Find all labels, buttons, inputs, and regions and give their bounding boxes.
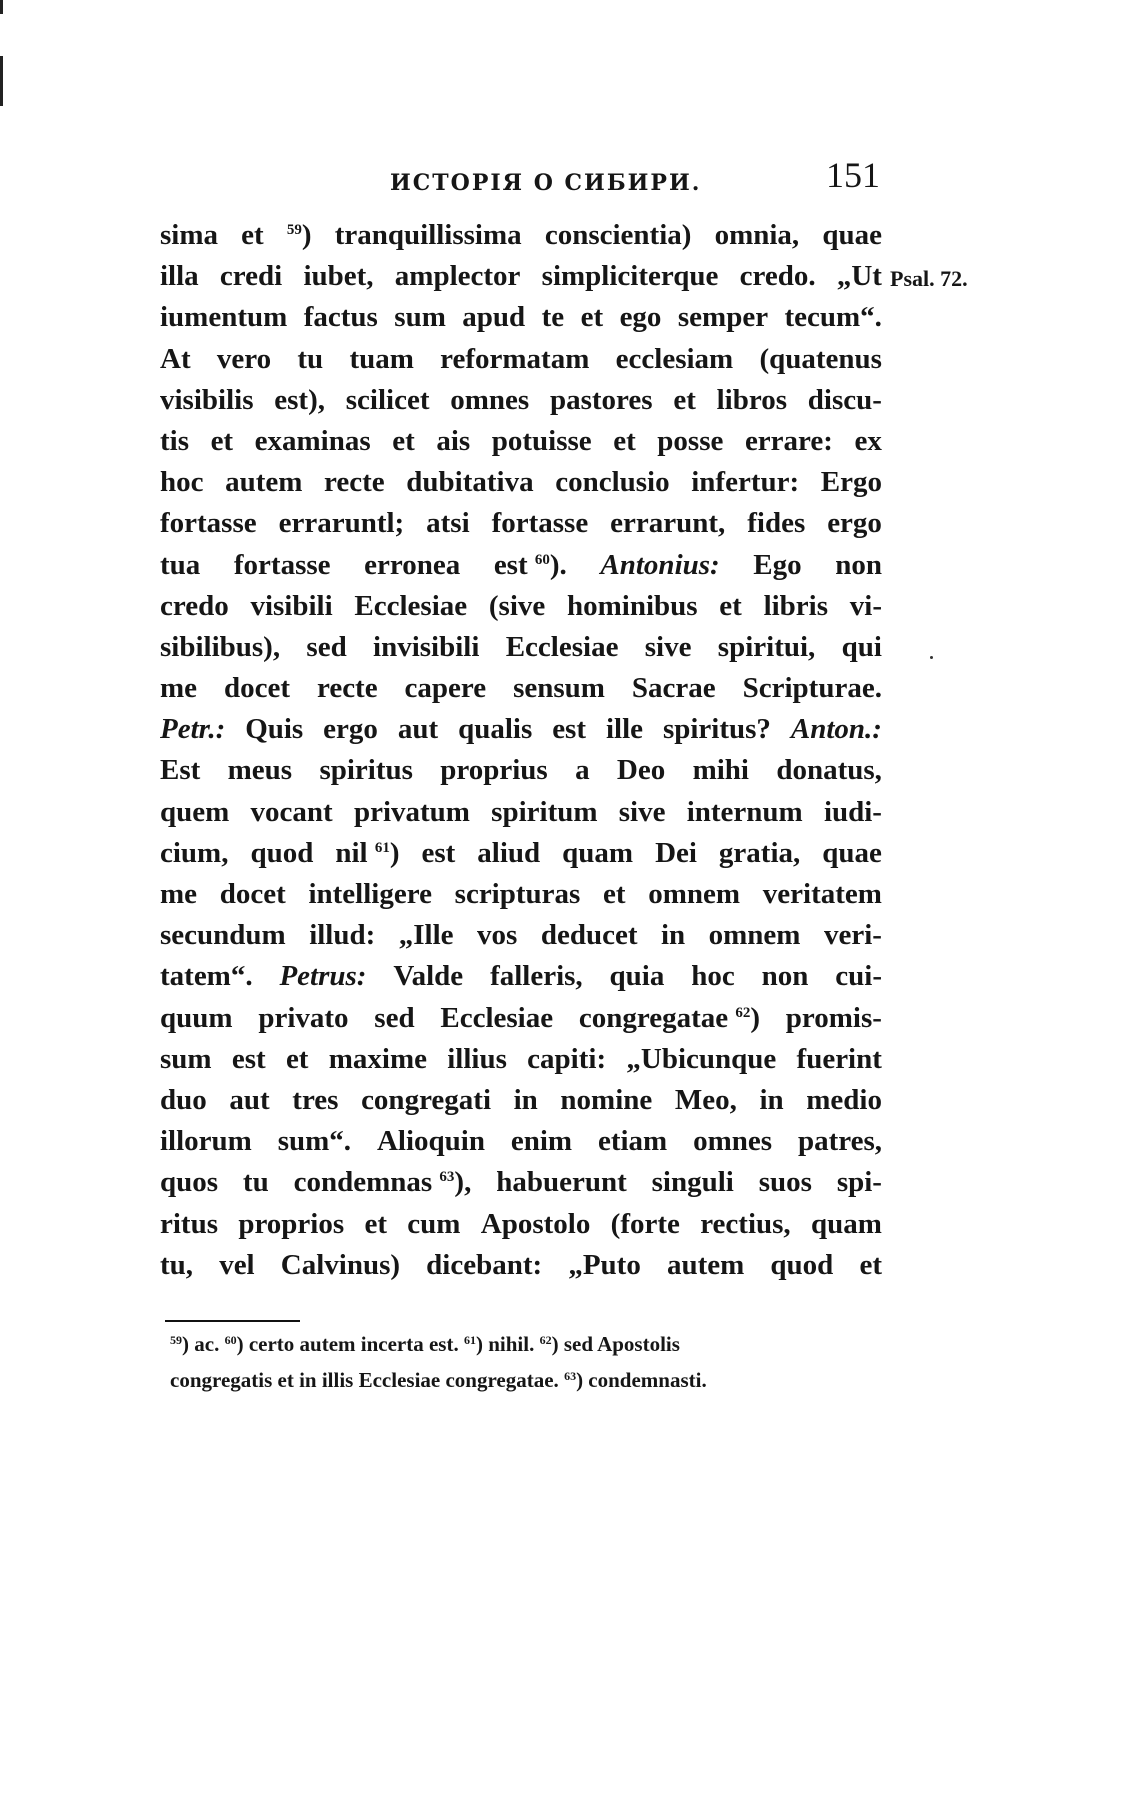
- page-header: [160, 150, 880, 196]
- footnote-line: $^{59}$) ac. $^{60}$) certo autem incerta est. $^{61}$) nihil. $^{62}$) sed Apostolis: [170, 1332, 680, 1356]
- text-line: tis et examinas et ais potuisse et posse errare: ex: [160, 424, 882, 457]
- text-line: fortasse erraruntl; atsi fortasse errarunt, fides ergo: [160, 507, 882, 540]
- text-line: credo visibili Ecclesiae (sive hominibus et libris vi-: [160, 589, 882, 622]
- text-line: sum est et maxime illius capiti: „Ubicunque fuerint: [160, 1042, 882, 1075]
- text-line: At vero tu tuam reformatam ecclesiam (quatenus: [160, 342, 882, 375]
- text-line: me docet recte capere sensum Sacrae Scripturae.: [160, 672, 882, 705]
- text-line: sima et $^{59}$) tranquillissima conscientia) omnia, quae: [160, 219, 882, 251]
- text-line: Est meus spiritus proprius a Deo mihi donatus,: [160, 754, 882, 787]
- scan-edge-mark-mid: [0, 56, 3, 106]
- page-number: 151: [826, 155, 880, 195]
- text-line: Petr.: Quis ergo aut qualis est ille spiritus? Anton.:: [160, 713, 882, 746]
- text-line: cium, quod nil $^{61}$) est aliud quam Dei gratia, quae: [160, 836, 882, 869]
- text-line: hoc autem recte dubitativa conclusio infertur: Ergo: [160, 466, 882, 499]
- scan-edge-mark-top: [0, 0, 3, 14]
- text-line: tua fortasse erronea est $^{60}$). Antonius: Ego non: [160, 548, 882, 581]
- text-line: me docet intelligere scripturas et omnem veritatem: [160, 878, 882, 910]
- footnotes: [170, 1324, 880, 1396]
- text-line: quos tu condemnas $^{63}$), habuerunt singuli suos spi-: [160, 1166, 882, 1199]
- text-line: visibilis est), scilicet omnes pastores et libros discu-: [160, 383, 882, 416]
- text-line: iumentum factus sum apud te et ego semper tecum“.: [160, 301, 882, 334]
- margin-dot: [930, 656, 933, 659]
- text-line: tu, vel Calvinus) dicebant: „Puto autem quod et: [160, 1248, 882, 1281]
- text-line: duo aut tres congregati in nomine Meo, in medio: [160, 1083, 882, 1116]
- footnote-rule: [165, 1320, 300, 1322]
- text-line: quem vocant privatum spiritum sive internum iudi-: [160, 795, 882, 828]
- footnote-line: congregatis et in illis Ecclesiae congregatae. $^{63}$) condemnasti.: [170, 1368, 707, 1392]
- text-line: illorum sum“. Alioquin enim etiam omnes patres,: [160, 1125, 882, 1158]
- margin-note: Psal. 72.: [890, 266, 968, 291]
- text-line: quum privato sed Ecclesiae congregatae $^{62}$) promis-: [160, 1001, 882, 1034]
- body-text: [160, 215, 882, 1286]
- text-line: ritus proprios et cum Apostolo (forte rectius, quam: [160, 1207, 882, 1240]
- text-line: tatem“. Petrus: Valde falleris, quia hoc non cui-: [160, 960, 882, 993]
- text-line: illa credi iubet, amplector simpliciterque credo. „Ut: [160, 260, 882, 293]
- text-line: sibilibus), sed invisibili Ecclesiae sive spiritui, qui: [160, 630, 882, 663]
- text-line: secundum illud: „Ille vos deducet in omnem veri-: [160, 919, 882, 952]
- running-title: ИСТОРІЯ О СИБИРИ.: [390, 170, 702, 196]
